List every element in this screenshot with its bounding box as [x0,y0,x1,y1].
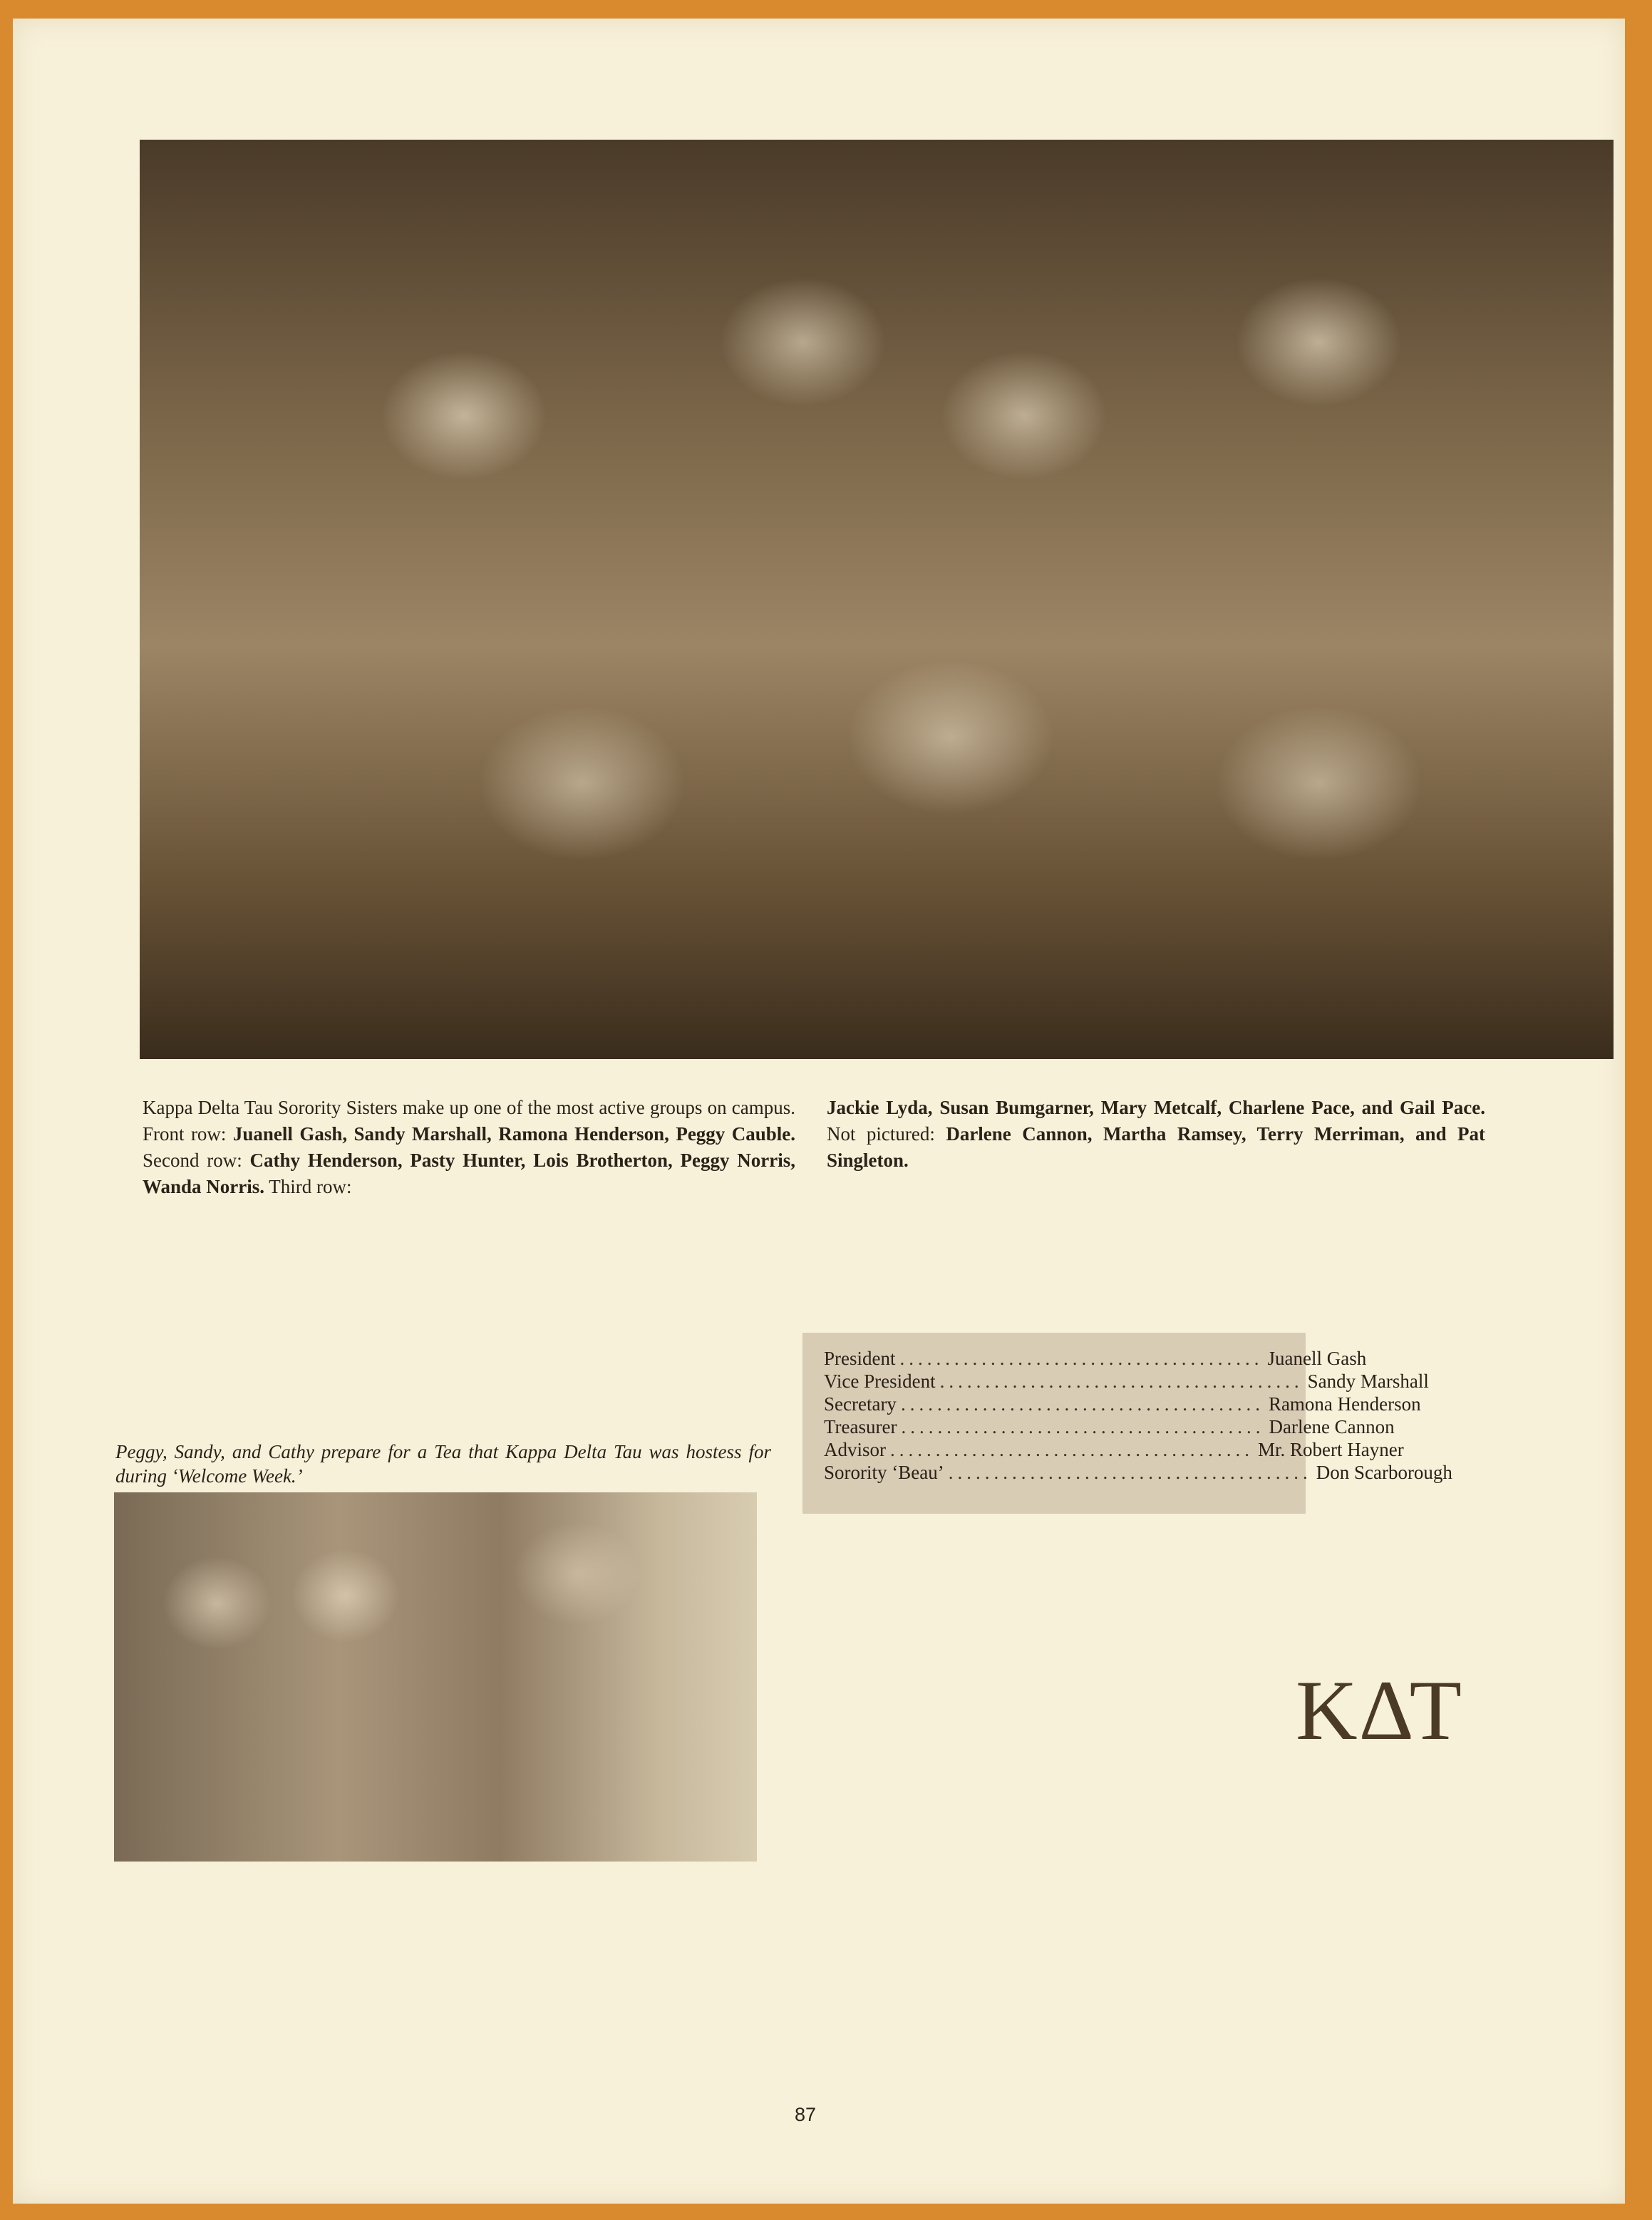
group-photo [140,140,1614,1059]
officer-role: Sorority ‘Beau’ [824,1462,944,1483]
group-photo-caption-right [827,1095,1485,1174]
officer-role: Advisor [824,1439,886,1460]
leader-dots: ........................................ [890,1439,1254,1460]
second-row-label: Second row: [143,1150,242,1171]
second-row-names: Cathy Henderson, Pasty Hunter, Lois Brotherton, Peggy Norris, Wanda Norris. [143,1150,795,1197]
officer-name: Sandy Marshall [1307,1370,1429,1392]
greek-letters: ΚΔΤ [1296,1663,1463,1757]
officer-row [824,1347,1367,1370]
leader-dots: ........................................ [899,1348,1264,1369]
officer-row [824,1461,1452,1484]
not-pictured-names-end: Pat Singleton. [827,1123,1486,1171]
officers-box [802,1333,1452,1514]
front-row-names: Juanell Gash, Sandy Marshall, Ramona Henderson, Peggy Cauble. [232,1123,796,1145]
officer-row [824,1393,1421,1415]
leader-dots: ........................................ [900,1393,1264,1415]
caption-intro: Kappa Delta Tau Sorority Sisters make up one of the most active groups on campus. [143,1097,795,1118]
not-pictured-label: Not pictured: [827,1123,935,1145]
leader-dots: ........................................ [939,1370,1303,1392]
officer-name: Juanell Gash [1267,1348,1367,1369]
group-photo-caption-left [143,1095,795,1200]
officer-role: Secretary [824,1393,897,1415]
not-pictured-names: Darlene Cannon, Martha Ramsey, Terry Merriman, and [946,1123,1447,1145]
officer-name: Darlene Cannon [1269,1416,1395,1437]
leader-dots: ........................................ [948,1462,1312,1483]
leader-dots: ........................................ [901,1416,1265,1437]
page-number: 87 [794,2104,817,2125]
officer-role: Vice President [824,1370,936,1392]
officer-name: Mr. Robert Hayner [1258,1439,1404,1460]
officer-row [824,1438,1404,1461]
officer-row [824,1370,1429,1393]
officer-role: Treasurer [824,1416,897,1437]
officer-name: Ramona Henderson [1268,1393,1421,1415]
third-row-label: Third row: [269,1176,352,1197]
officer-name: Don Scarborough [1316,1462,1452,1483]
third-row-names: Jackie Lyda, Susan Bumgarner, Mary Metcalf, Charlene Pace, and Gail Pace. [827,1097,1485,1118]
officer-role: President [824,1348,896,1369]
tea-photo [114,1492,757,1862]
officer-row [824,1415,1395,1438]
front-row-label: Front row: [143,1123,227,1145]
tea-photo-caption: Peggy, Sandy, and Cathy prepare for a Tea that Kappa Delta Tau was hostess for during ‘Welcome Week.’ [115,1441,771,1487]
